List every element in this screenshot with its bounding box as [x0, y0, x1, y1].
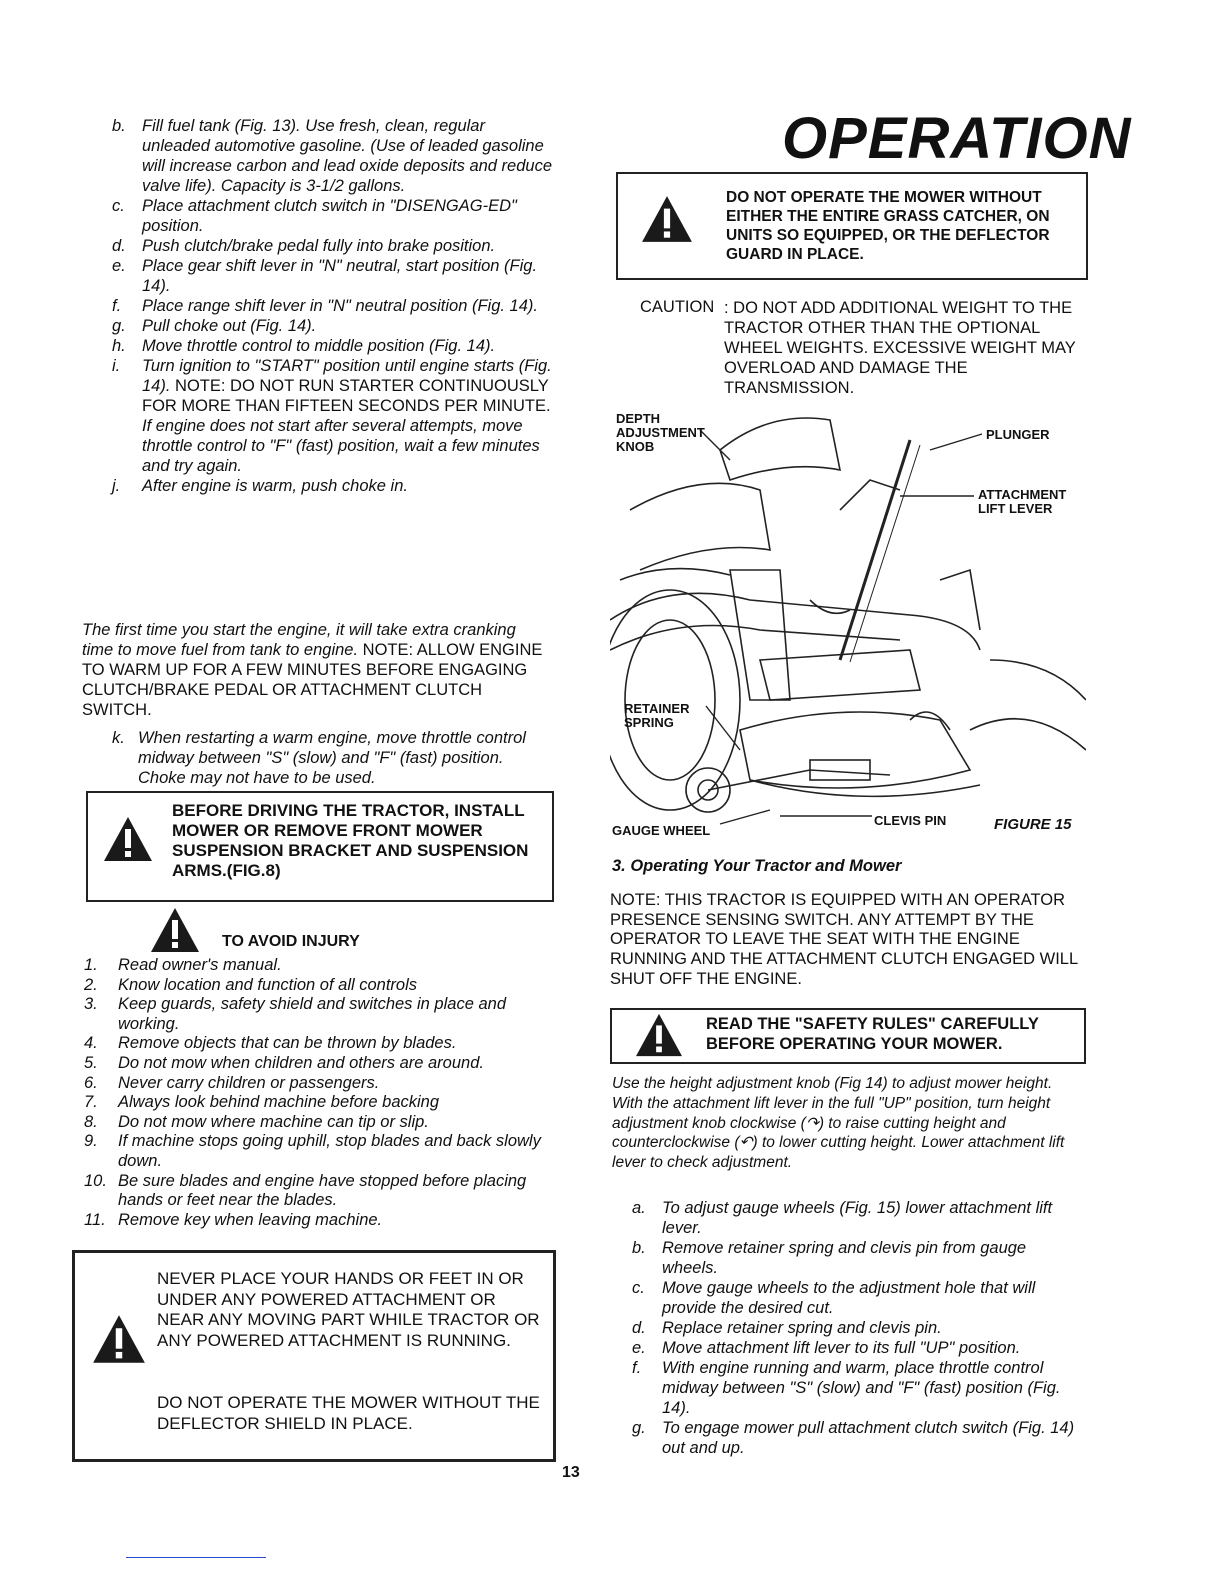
caution-label: CAUTION: [640, 298, 715, 316]
step-b: b. Fill fuel tank (Fig. 13). Use fresh, clean, regular unleaded automotive gasoline. (Use of leaded gasoline will increase carbon and lead oxide deposits and reduce valve life). Capacity is 3-1/2 gallons.: [112, 117, 553, 195]
gauge-step: g. To engage mower pull attachment clutch switch (Fig. 14) out and up.: [632, 1419, 1075, 1457]
step-g: g. Pull choke out (Fig. 14).: [112, 317, 317, 335]
injury-item: 4. Remove objects that can be thrown by blades.: [84, 1034, 457, 1053]
label-plunger: PLUNGER: [986, 427, 1050, 442]
avoid-injury-heading: TO AVOID INJURY: [222, 933, 360, 950]
warning-triangle-icon: [148, 906, 202, 954]
first-time-note: NOTE: ALLOW ENGINE TO WARM UP FOR A FEW MINUTES BEFORE ENGAGING CLUTCH/BRAKE PEDAL OR ATTACHMENT CLUTCH SWITCH.: [82, 641, 543, 719]
step-f: f. Place range shift lever in "N" neutral position (Fig. 14).: [112, 297, 538, 315]
injury-item: 7. Always look behind machine before backing: [84, 1093, 440, 1112]
gauge-step: f. With engine running and warm, place throttle control midway between "S" (slow) and "F" (fast) position (Fig. 14).: [632, 1359, 1061, 1417]
injury-item: 8. Do not mow where machine can tip or slip.: [84, 1112, 429, 1131]
warning-hands-text-2: DO NOT OPERATE THE MOWER WITHOUT THE DEFLECTOR SHIELD IN PLACE.: [157, 1393, 540, 1433]
label-lift-lever: ATTACHMENT LIFT LEVER: [978, 487, 1067, 516]
injury-item: 10. Be sure blades and engine have stopped before placing hands or feet near the blades.: [84, 1171, 527, 1210]
injury-item: 9. If machine stops going uphill, stop blades and back slowly down.: [84, 1132, 541, 1170]
figure-caption: FIGURE 15: [994, 816, 1072, 833]
label-depth-knob: DEPTH ADJUSTMENT KNOB: [616, 411, 705, 454]
figure-15: [610, 400, 1086, 850]
warning-triangle-icon: [91, 1313, 147, 1365]
warning-install-box: BEFORE DRIVING THE TRACTOR, INSTALL MOWER OR REMOVE FRONT MOWER SUSPENSION BRACKET AND SUSPENSION ARMS.(FIG.8): [86, 791, 554, 902]
gauge-step: e. Move attachment lift lever to its full "UP" position.: [632, 1339, 1021, 1357]
caution-text: : DO NOT ADD ADDITIONAL WEIGHT TO THE TRACTOR OTHER THAN THE OPTIONAL WHEEL WEIGHTS. EXCESSIVE WEIGHT MAY OVERLOAD AND DAMAGE THE TRANSMISSION.: [724, 299, 1076, 397]
first-time-paragraph: The first time you start the engine, it will take extra cranking time to move fuel from tank to engine. NOTE: ALLOW ENGINE TO WARM UP FOR A FEW MINUTES BEFORE ENGAGING CLUTCH/BRAKE PEDAL OR ATTACHMENT CLUTCH SWITCH.: [82, 621, 543, 719]
injury-item: 6. Never carry children or passengers.: [84, 1073, 380, 1092]
injury-item: 2. Know location and function of all controls: [84, 975, 418, 994]
warning-triangle-icon: [634, 1012, 684, 1058]
gauge-step: d. Replace retainer spring and clevis pin.: [632, 1319, 942, 1337]
startup-steps: [112, 116, 552, 496]
warning-hands-box: [72, 1250, 556, 1462]
label-retainer-spring: RETAINER SPRING: [624, 701, 690, 730]
step-k: k. When restarting a warm engine, move throttle control midway between "S" (slow) and "F" (fast) position. Choke may not have to be used.: [112, 729, 526, 787]
injury-item: 11. Remove key when leaving machine.: [84, 1210, 383, 1229]
step-i: i. Turn ignition to "START" position until engine starts (Fig. 14). NOTE: DO NOT RUN STARTER CONTINUOUSLY FOR MORE THAN FIFTEEN SECONDS PER MINUTE. If engine does not start after several attempts, move throttle control to "F" (fast) position, wait a few minutes and try again.: [112, 357, 552, 475]
page-number: 13: [562, 1464, 580, 1481]
warning-safety-box: READ THE "SAFETY RULES" CAREFULLY BEFORE OPERATING YOUR MOWER.: [610, 1008, 1086, 1064]
warning-triangle-icon: [102, 815, 154, 863]
injury-item: 3. Keep guards, safety shield and switches in place and working.: [84, 995, 506, 1033]
footer-rule: [126, 1557, 266, 1558]
label-clevis-pin: CLEVIS PIN: [874, 813, 947, 828]
step-j: j. After engine is warm, push choke in.: [112, 477, 408, 495]
step-d: d. Push clutch/brake pedal fully into brake position.: [112, 237, 496, 255]
injury-list: [84, 956, 554, 1230]
gauge-step: c. Move gauge wheels to the adjustment hole that will provide the desired cut.: [632, 1279, 1036, 1317]
gauge-wheel-steps: [632, 1198, 1082, 1458]
page-title: OPERATION: [782, 106, 1132, 171]
step-e: e. Place gear shift lever in "N" neutral, start position (Fig. 14).: [112, 257, 538, 295]
height-adjust-paragraph: Use the height adjustment knob (Fig 14) to adjust mower height. With the attachment lift lever in the full "UP" position, turn height adjustment knob clockwise (↷) to raise cutting height and counterclockwise (↶) to lower cutting height. Lower attachment lift lever to check adjustment.: [612, 1075, 1065, 1172]
warning-triangle-icon: [640, 194, 694, 244]
label-gauge-wheel: GAUGE WHEEL: [612, 823, 711, 838]
mower-gauge-wheel-illustration: [610, 400, 1086, 850]
warning-hands-text-1: NEVER PLACE YOUR HANDS OR FEET IN OR UNDER ANY POWERED ATTACHMENT OR NEAR ANY MOVING PART WHILE TRACTOR OR ANY POWERED ATTACHMENT IS RUNNING.: [157, 1269, 540, 1350]
warning-catcher-box: DO NOT OPERATE THE MOWER WITHOUT EITHER THE ENTIRE GRASS CATCHER, ON UNITS SO EQUIPPED, OR THE DEFLECTOR GUARD IN PLACE.: [616, 172, 1088, 280]
step-i-note: NOTE: DO NOT RUN STARTER CONTINUOUSLY FOR MORE THAN FIFTEEN SECONDS PER MINUTE.: [142, 377, 551, 415]
injury-item: 1. Read owner's manual.: [84, 956, 282, 974]
injury-item: 5. Do not mow when children and others are around.: [84, 1053, 484, 1072]
step-h: h. Move throttle control to middle position (Fig. 14).: [112, 337, 496, 355]
presence-switch-note: NOTE: THIS TRACTOR IS EQUIPPED WITH AN OPERATOR PRESENCE SENSING SWITCH. ANY ATTEMPT BY THE OPERATOR TO LEAVE THE SEAT WITH THE ENGINE RUNNING AND THE ATTACHMENT CLUTCH ENGAGED WILL SHUT OFF THE ENGINE.: [610, 891, 1078, 988]
gauge-step: b. Remove retainer spring and clevis pin from gauge wheels.: [632, 1239, 1027, 1277]
step-c: c. Place attachment clutch switch in "DISENGAG-ED" position.: [112, 197, 517, 235]
section-heading: 3. Operating Your Tractor and Mower: [612, 857, 902, 875]
gauge-step: a. To adjust gauge wheels (Fig. 15) lower attachment lift lever.: [632, 1199, 1053, 1237]
